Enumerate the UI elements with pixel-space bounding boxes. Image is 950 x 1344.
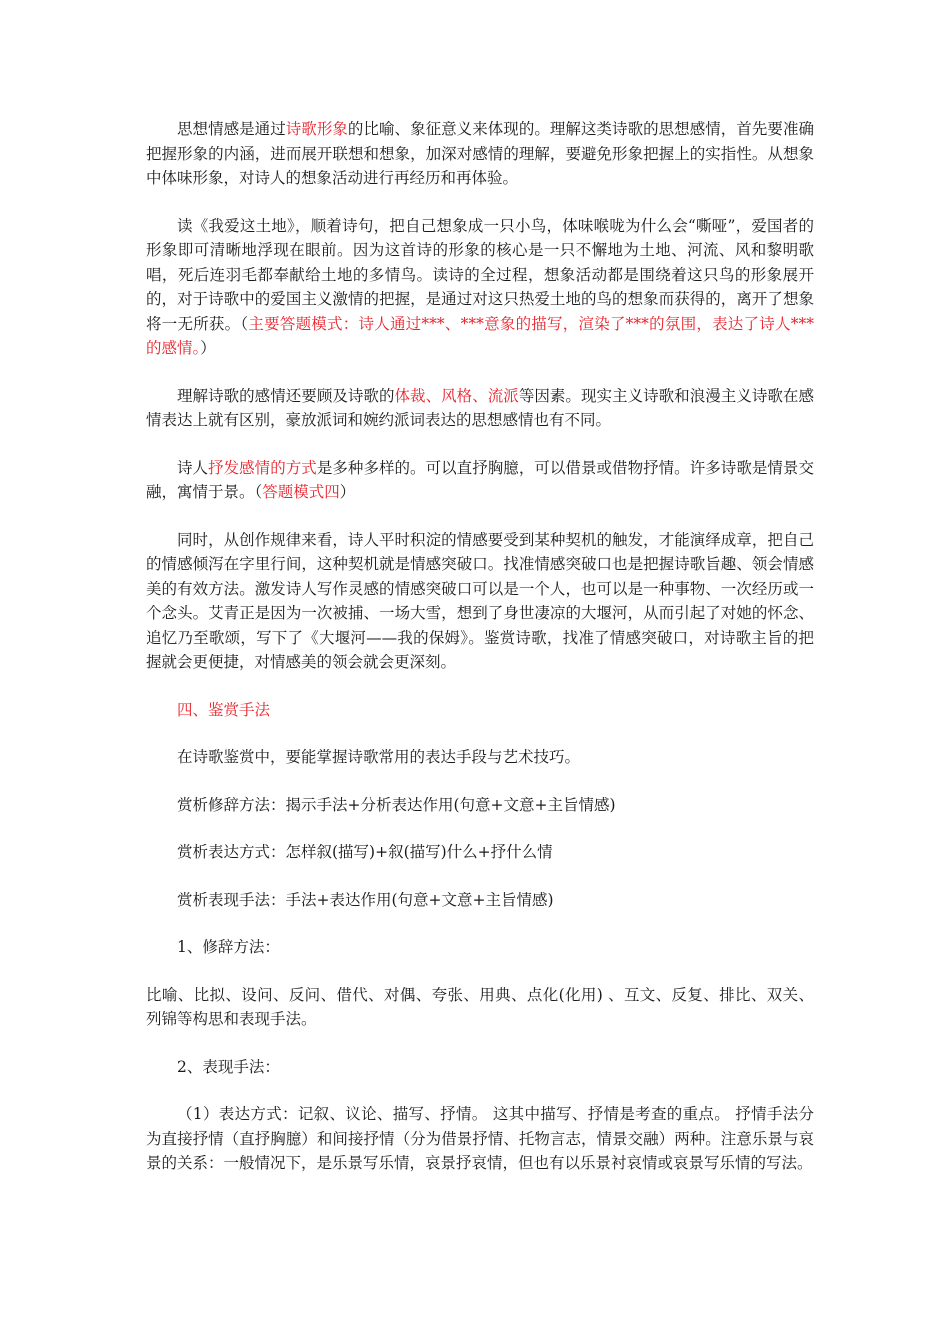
paragraph-rhetoric-list: 比喻、比拟、设问、反问、借代、对偶、夸张、用典、点化(化用) 、互文、反复、排比、双关、列锦等构思和表现手法。 bbox=[146, 985, 814, 1028]
highlight-term: 抒发感情的方式 bbox=[208, 458, 317, 477]
formula-expression-mode: 赏析表达方式：怎样叙(描写)+叙(描写)什么+抒什么情 bbox=[177, 843, 553, 861]
highlight-answer-pattern: 主要答题模式：诗人通过***、***意象的描写，渲染了***的氛围，表达了诗人***的感情。 bbox=[146, 314, 814, 357]
formula-presentation-technique: 赏析表现手法：手法+表达作用(句意+文意+主旨情感) bbox=[177, 890, 554, 909]
paragraph-thought-emotion: 思想情感是通过诗歌形象的比喻、象征意义来体现的。理解这类诗歌的思想感情，首先要准确把握形象的内涵，进而展开联想和想象，加深对感情的理解，要避免形象把握上的实指性。从想象中体味形象，对诗人的想象活动进行再经历和再体验。 bbox=[146, 120, 814, 187]
highlight-answer-pattern: 答题模式四 bbox=[262, 483, 340, 501]
paragraph-intro: 在诗歌鉴赏中，要能掌握诗歌常用的表达手段与艺术技巧。 bbox=[177, 748, 581, 766]
highlight-term: 体裁、风格、流派 bbox=[394, 386, 519, 405]
paragraph-expression-method: 诗人抒发感情的方式是多种多样的。可以直抒胸臆，可以借景或借物抒情。许多诗歌是情景交融，寓情于景。（答题模式四） bbox=[146, 458, 814, 501]
paragraph-emotion-breakthrough: 同时，从创作规律来看，诗人平时积淀的情感要受到某种契机的触发，才能演绎成章，把自己的情感倾泻在字里行间，这种契机就是情感突破口。找准情感突破口也是把握诗歌旨趣、领会情感美的有效方法。激发诗人写作灵感的情感突破口可以是一个人，也可以是一种事物、一次经历或一个念头。艾青正是因为一次被捕、一场大雪，想到了身世凄凉的大堰河，从而引起了对她的怀念、追忆乃至歌颂，写下了《大堰河——我的保姆》。鉴赏诗歌，找准了情感突破口，对诗歌主旨的把握就会更便捷，对情感美的领会就会更深刻。 bbox=[146, 530, 814, 671]
subheading-presentation-techniques: 2、表现手法： bbox=[177, 1057, 280, 1076]
formula-rhetoric: 赏析修辞方法：揭示手法+分析表达作用(句意+文意+主旨情感) bbox=[177, 795, 616, 814]
highlight-term: 诗歌形象 bbox=[285, 120, 348, 138]
paragraph-expression-modes: （1）表达方式：记叙、议论、描写、抒情。 这其中描写、抒情是考查的重点。 抒情手法分为直接抒情（直抒胸臆）和间接抒情（分为借景抒情、托物言志，情景交融）两种。注意乐景与哀景的关系：一般情况下，是乐景写乐情，哀景抒哀情，但也有以乐景衬哀情或哀景写乐情的写法。 bbox=[146, 1105, 814, 1172]
paragraph-poem-example: 读《我爱这土地》，顺着诗句，把自己想象成一只小鸟，体味喉咙为什么会“嘶哑”，爱国者的形象即可清晰地浮现在眼前。因为这首诗的形象的核心是一只不懈地为土地、河流、风和黎明歌唱，死后连羽毛都奉献给土地的多情鸟。读诗的全过程，想象活动都是围绕着这只鸟的形象展开的，对于诗歌中的爱国主义激情的把握，是通过对这只热爱土地的鸟的想象而获得的，离开了想象将一无所获。（主要答题模式：诗人通过***、***意象的描写，渲染了***的氛围，表达了诗人***的感情。） bbox=[146, 216, 814, 357]
document-page bbox=[146, 117, 814, 1199]
paragraph-genre-style: 理解诗歌的感情还要顾及诗歌的体裁、风格、流派等因素。现实主义诗歌和浪漫主义诗歌在感情表达上就有区别，豪放派词和婉约派词表达的思想感情也有不同。 bbox=[146, 386, 814, 429]
section-heading-appreciation-techniques: 四、鉴赏手法 bbox=[177, 700, 271, 719]
subheading-rhetoric-methods: 1、修辞方法： bbox=[177, 938, 280, 956]
